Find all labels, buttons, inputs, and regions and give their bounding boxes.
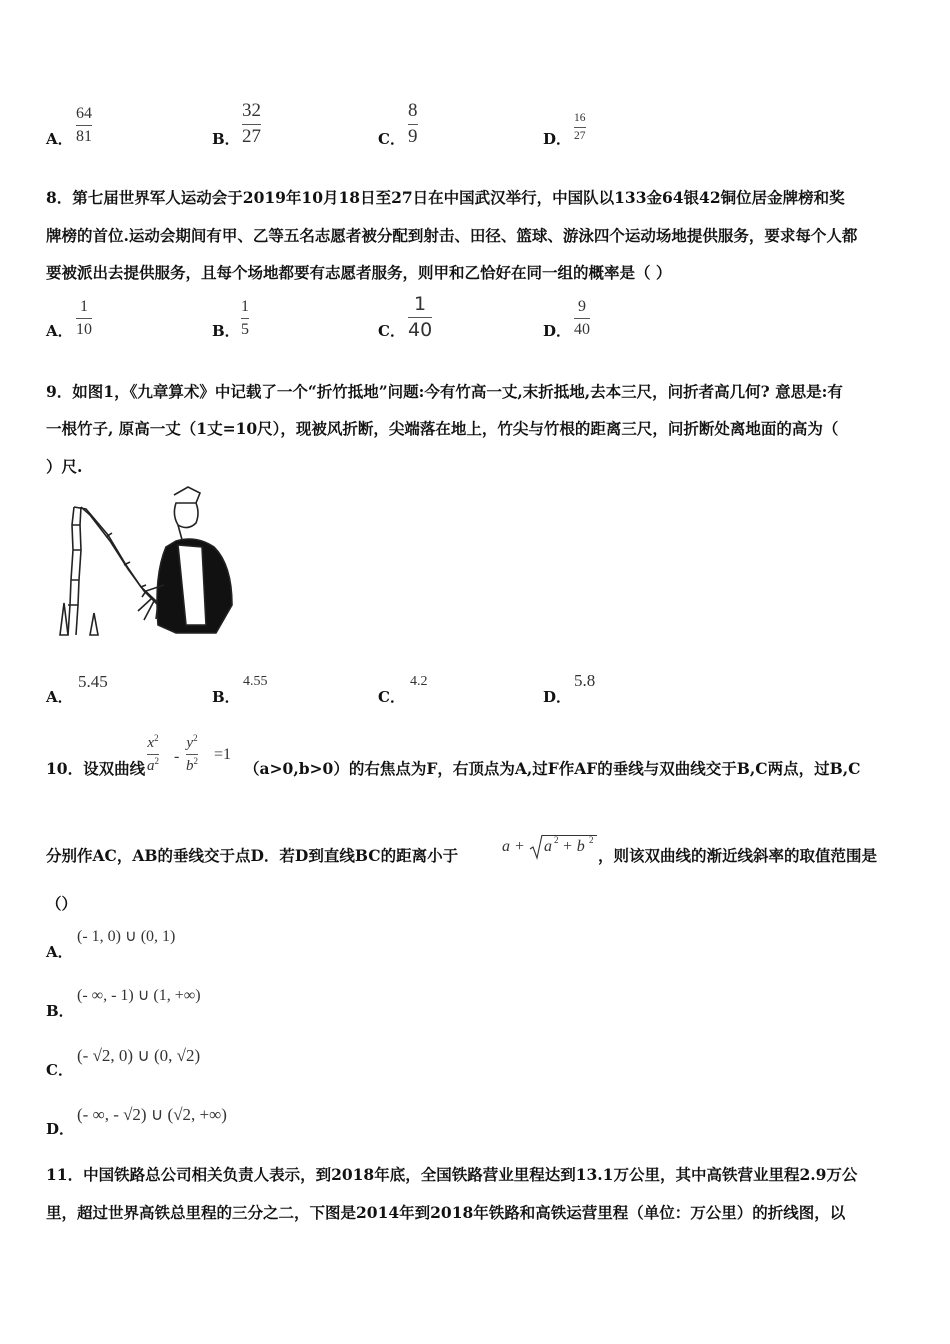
q8-text-line-3: 要被派出去提供服务，且每个场地都要有志愿者服务，则甲和乙恰好在同一组的概率是（ ） [46, 263, 672, 282]
q10-option-a-letter: A． [46, 943, 73, 961]
q10-text-line-3: （） [46, 894, 78, 913]
q11-text-line-2: 里，超过世界高铁总里程的三分之二，下图是2014年到2018年铁路和高铁运营里程（单位：万公里）的折线图，以 [46, 1203, 846, 1222]
q10-fraction-x2-a2: $x^2$ $a^2$ [147, 733, 159, 774]
q7-option-b-fraction: 32 27 [242, 100, 261, 147]
sqrt-radical-icon [529, 834, 543, 860]
q10-option-c-expression: (- √2, 0) ∪ (0, √2) [77, 1046, 201, 1065]
q10-option-b-expression: (- ∞, - 1) ∪ (1, +∞) [77, 987, 201, 1004]
q10-text-line-2b: ，则该双曲线的渐近线斜率的取值范围是 [598, 846, 878, 865]
q10-dist-b-exponent: 2 [589, 835, 594, 845]
q10-dist-a: a [544, 838, 552, 855]
q9-option-c-value: 4.2 [410, 674, 428, 689]
q9-option-c-letter: C． [378, 688, 405, 706]
q9-option-a-value: 5.45 [78, 672, 108, 691]
q7-option-c-fraction: 8 9 [408, 100, 418, 147]
q10-option-d-expression: (- ∞, - √2) ∪ (√2, +∞) [77, 1105, 227, 1124]
q10-equals-one: =1 [214, 746, 232, 763]
q9-option-b-value: 4.55 [243, 674, 268, 689]
q10-option-c-letter: C． [46, 1061, 73, 1079]
q9-option-d-value: 5.8 [574, 671, 596, 690]
q7-option-c-letter: C． [378, 130, 405, 148]
q8-option-b-fraction: 1 5 [241, 298, 249, 338]
q7-option-b-letter: B． [212, 130, 240, 148]
q10-option-b-letter: B． [46, 1002, 74, 1020]
q10-option-d-letter: D． [46, 1120, 75, 1138]
q10-text-line-2a: 分别作AC，AB的垂线交于点D．若D到直线BC的距离小于 [46, 846, 459, 865]
bamboo-scholar-illustration [46, 485, 236, 645]
q10-option-a-expression: (- 1, 0) ∪ (0, 1) [77, 928, 176, 945]
q8-option-b-letter: B． [212, 322, 240, 340]
q9-text-line-1: 9．如图1，《九章算术》中记载了一个“折竹抵地”问题:今有竹高一丈,末折抵地,去本三尺，问折者高几何? 意思是:有 [46, 382, 843, 401]
q10-dist-plus-b: + b [562, 838, 585, 855]
q7-option-d-fraction: 16 27 [574, 112, 586, 142]
q10-fraction-y2-b2: $y^2$ $b^2$ [186, 733, 198, 774]
q8-option-a-letter: A． [46, 322, 73, 340]
q8-option-c-fraction: 1 40 [408, 293, 433, 341]
q7-option-d-letter: D． [543, 130, 572, 148]
q10-text-prefix: 10．设双曲线 [46, 759, 146, 778]
q10-dist-a-exponent: 2 [554, 835, 559, 845]
q11-text-line-1: 11．中国铁路总公司相关负责人表示，到2018年底，全国铁路营业里程达到13.1万公里，其中高铁营业里程2.9万公 [46, 1165, 858, 1184]
q10-text-line-1: （a>0,b>0）的右焦点为F，右顶点为A,过F作AF的垂线与双曲线交于B,C两点，过B,C [244, 759, 861, 778]
q9-option-b-letter: B． [212, 688, 240, 706]
q10-minus-sign: - [174, 748, 180, 765]
q9-text-line-3: ）尺. [46, 457, 83, 476]
q9-option-d-letter: D． [543, 688, 572, 706]
q7-option-a-letter: A． [46, 130, 73, 148]
q9-option-a-letter: A． [46, 688, 73, 706]
q8-option-c-letter: C． [378, 322, 405, 340]
q8-text-line-2: 牌榜的首位.运动会期间有甲、乙等五名志愿者被分配到射击、田径、篮球、游泳四个运动场地提供服务，要求每个人都 [46, 226, 858, 245]
q8-option-d-fraction: 9 40 [574, 298, 590, 338]
q8-option-a-fraction: 1 10 [76, 298, 92, 338]
q7-option-a-fraction: 64 81 [76, 105, 92, 145]
q8-text-line-1: 8．第七届世界军人运动会于2019年10月18日至27日在中国武汉举行，中国队以133金64银42铜位居金牌榜和奖 [46, 188, 845, 207]
q8-option-d-letter: D． [543, 322, 572, 340]
q10-dist-a-plus: a + [502, 838, 525, 855]
q9-text-line-2: 一根竹子, 原高一丈（1丈=10尺），现被风折断，尖端落在地上，竹尖与竹根的距离三尺，问折断处离地面的高为（ [46, 419, 839, 438]
